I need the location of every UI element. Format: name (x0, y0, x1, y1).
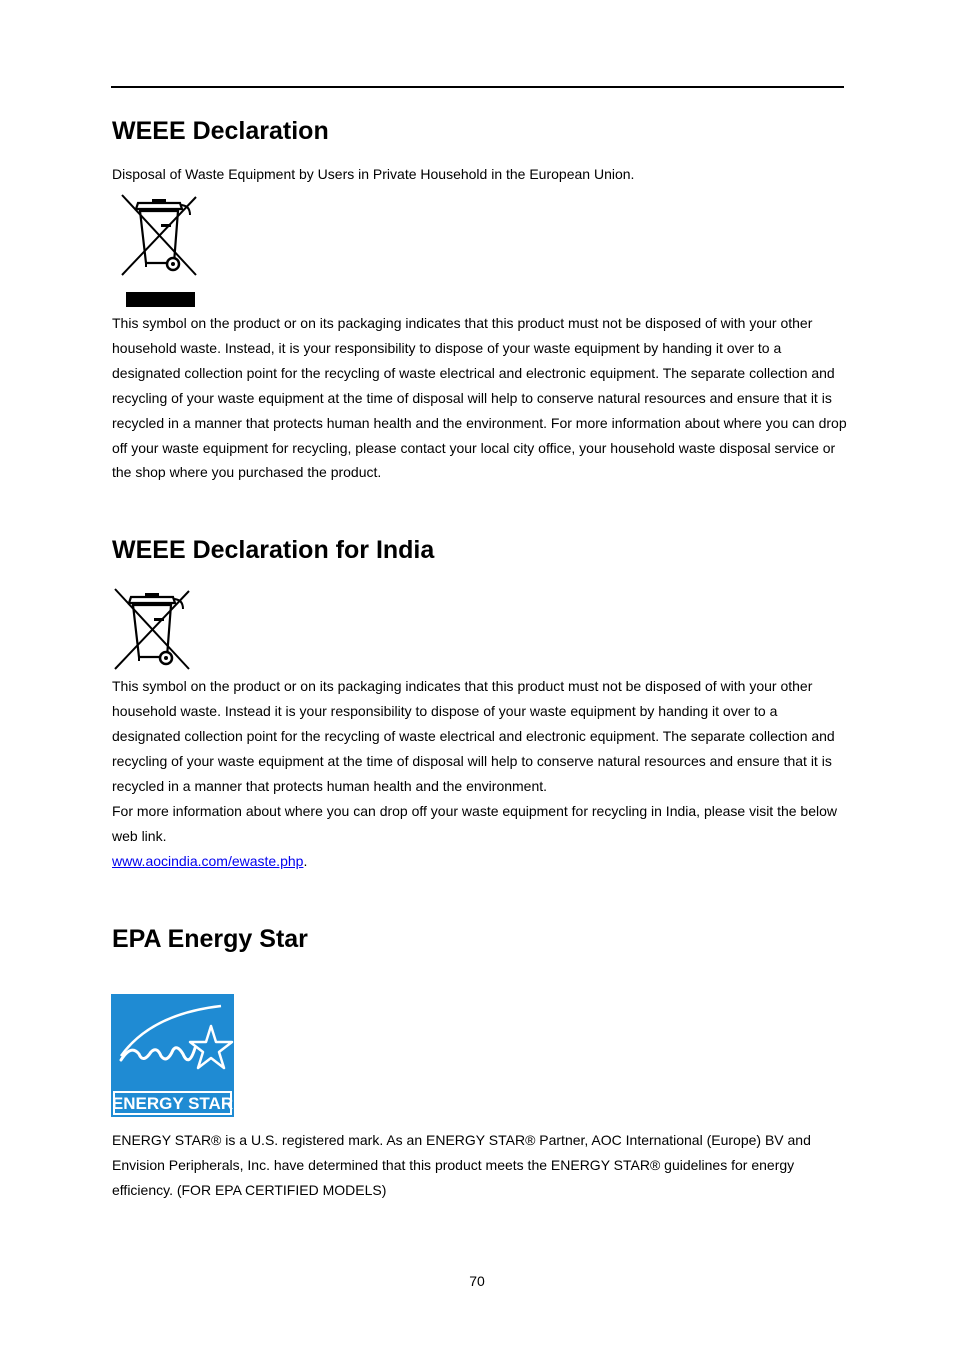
weee-india-body: This symbol on the product or on its packaging indicates that this product must not be disposed of with your other household waste. Instead it is your responsibility to dispose of your waste equipment by handing it over to a designated collection point for the recycling of waste electrical and electronic equipment. The separate collection and recycling of your waste equipment at the time of disposal will help to conserve natural resources and ensure that it is recycled in a manner that protects human health and the environment. (112, 678, 835, 794)
header-rule (111, 86, 844, 88)
section-title-weee-india: WEEE Declaration for India (112, 536, 435, 564)
section-title-energy-star: EPA Energy Star (112, 925, 308, 953)
weee-intro: Disposal of Waste Equipment by Users in Private Household in the European Union. (112, 166, 635, 182)
weee-india-more-info: For more information about where you can drop off your waste equipment for recycling in India, please visit the below web link. (112, 803, 838, 844)
crossed-wheelie-bin-icon (120, 193, 200, 314)
energy-star-body: ENERGY STAR® is a U.S. registered mark. As an ENERGY STAR® Partner, AOC International (Europe) BV and Envision Peripherals, Inc. have determined that this product meets the ENERGY STAR® guidelines for energy efficiency. (FOR EPA CERTIFIED MODELS) (112, 1132, 811, 1198)
page-number: 70 (469, 1273, 485, 1289)
weee-india-link-line (112, 849, 847, 874)
ewaste-link[interactable]: www.aocindia.com/ewaste.php (112, 853, 304, 869)
crossed-wheelie-bin-icon (113, 587, 193, 678)
energy-star-logo-text: ENERGY STAR (111, 1094, 234, 1113)
weee-body: This symbol on the product or on its packaging indicates that this product must not be disposed of with your other household waste. Instead, it is your responsibility to dispose of your waste equipment by handing it over to a designated collection point for the recycling of waste electrical and electronic equipment. The separate collection and recycling of your waste equipment at the time of disposal will help to conserve natural resources and ensure that it is recycled in a manner that protects human health and the environment. For more information about where you can drop off your waste equipment for recycling, please contact your local city office, your household waste disposal service or the shop where you purchased the product. (112, 315, 847, 481)
energy-star-logo (111, 994, 234, 1122)
section-title-weee: WEEE Declaration (112, 117, 329, 145)
link-suffix: . (303, 853, 308, 869)
